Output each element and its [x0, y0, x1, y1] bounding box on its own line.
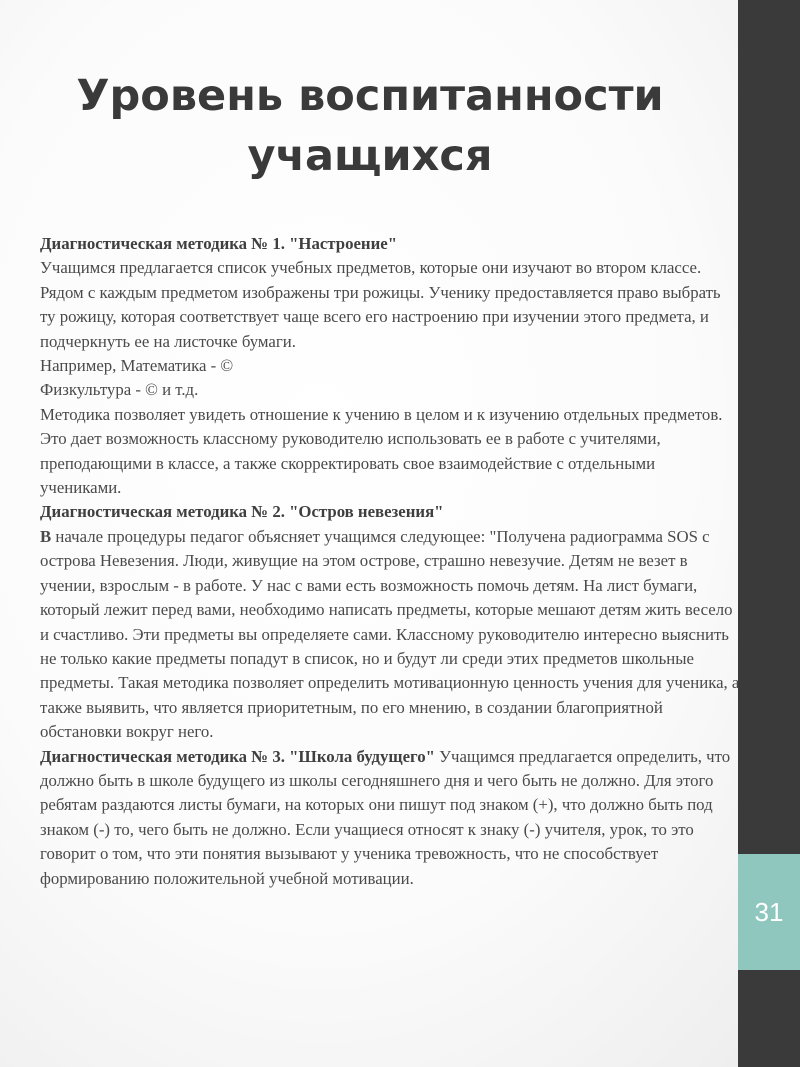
method3-paragraph: [40, 745, 740, 891]
method1-conclusion: Методика позволяет увидеть отношение к учению в целом и к изучению отдельных предметов. Это дает возможность классному руководителю использовать ее в работе с учителями, преподающими в классе, а также скорректировать свое взаимодействие с отдельными учениками.: [40, 404, 723, 498]
method2-text: начале процедуры педагог объясняет учащимся следующее: "Получена радиограмма SOS с острова Невезения. Люди, живущие на этом острове, страшно невезучие. Детям не везет в учении, взрослым - в работе. У нас с вами есть возможность помочь детям. На лист бумаги, который лежит перед вами, необходимо написать предметы, которые мешают детям жить весело и счастливо. Эти предметы вы определяете сами. Классному руководителю интересно выяснить не только какие предметы попадут в список, но и будут ли среди этих предметов школьные предметы. Такая методика позволяет определить мотивационную ценность учения для ученика, а также выявить, что является приоритетным, по его мнению, в создании благоприятной обстановки вокруг него.: [40, 526, 740, 742]
method1-heading: Диагностическая методика № 1. "Настроение": [40, 234, 398, 253]
method2-lead-letter: В: [40, 526, 52, 546]
method1-example-line2: Физкультура - © и т.д.: [40, 380, 199, 400]
method2-paragraph: [40, 525, 740, 745]
method1-example-line1: Например, Математика - ©: [40, 356, 234, 376]
page-number: 31: [738, 854, 800, 970]
method2-heading: Диагностическая методика № 2. "Остров невезения": [40, 502, 444, 522]
slide-title: Уровень воспитанности учащихся: [76, 71, 664, 181]
method3-text: Учащимся предлагается определить, что должно быть в школе будущего из школы сегодняшнего дня и чего быть не должно. Для этого ребятам раздаются листы бумаги, на которых они пишут под знаком (+), что должно быть под знаком (-) то, чего быть не должно. Если учащиеся относят к знаку (-) учителя, урок, то это говорит о том, что эти понятия вызывают у ученика тревожность, что не способствует формированию положительной учебной мотивации.: [40, 746, 731, 888]
method1-description: Учащимся предлагается список учебных предметов, которые они изучают во втором классе. Рядом с каждым предметом изображены три рожицы. Ученику предоставляется право выбрать ту рожицу, которая соответствует чаще всего его настроению при изучении этого предмета, и подчеркнуть ее на листочке бумаги.: [40, 258, 721, 351]
slide-content: [40, 232, 740, 891]
method3-heading: Диагностическая методика № 3. "Школа будущего": [40, 746, 435, 766]
